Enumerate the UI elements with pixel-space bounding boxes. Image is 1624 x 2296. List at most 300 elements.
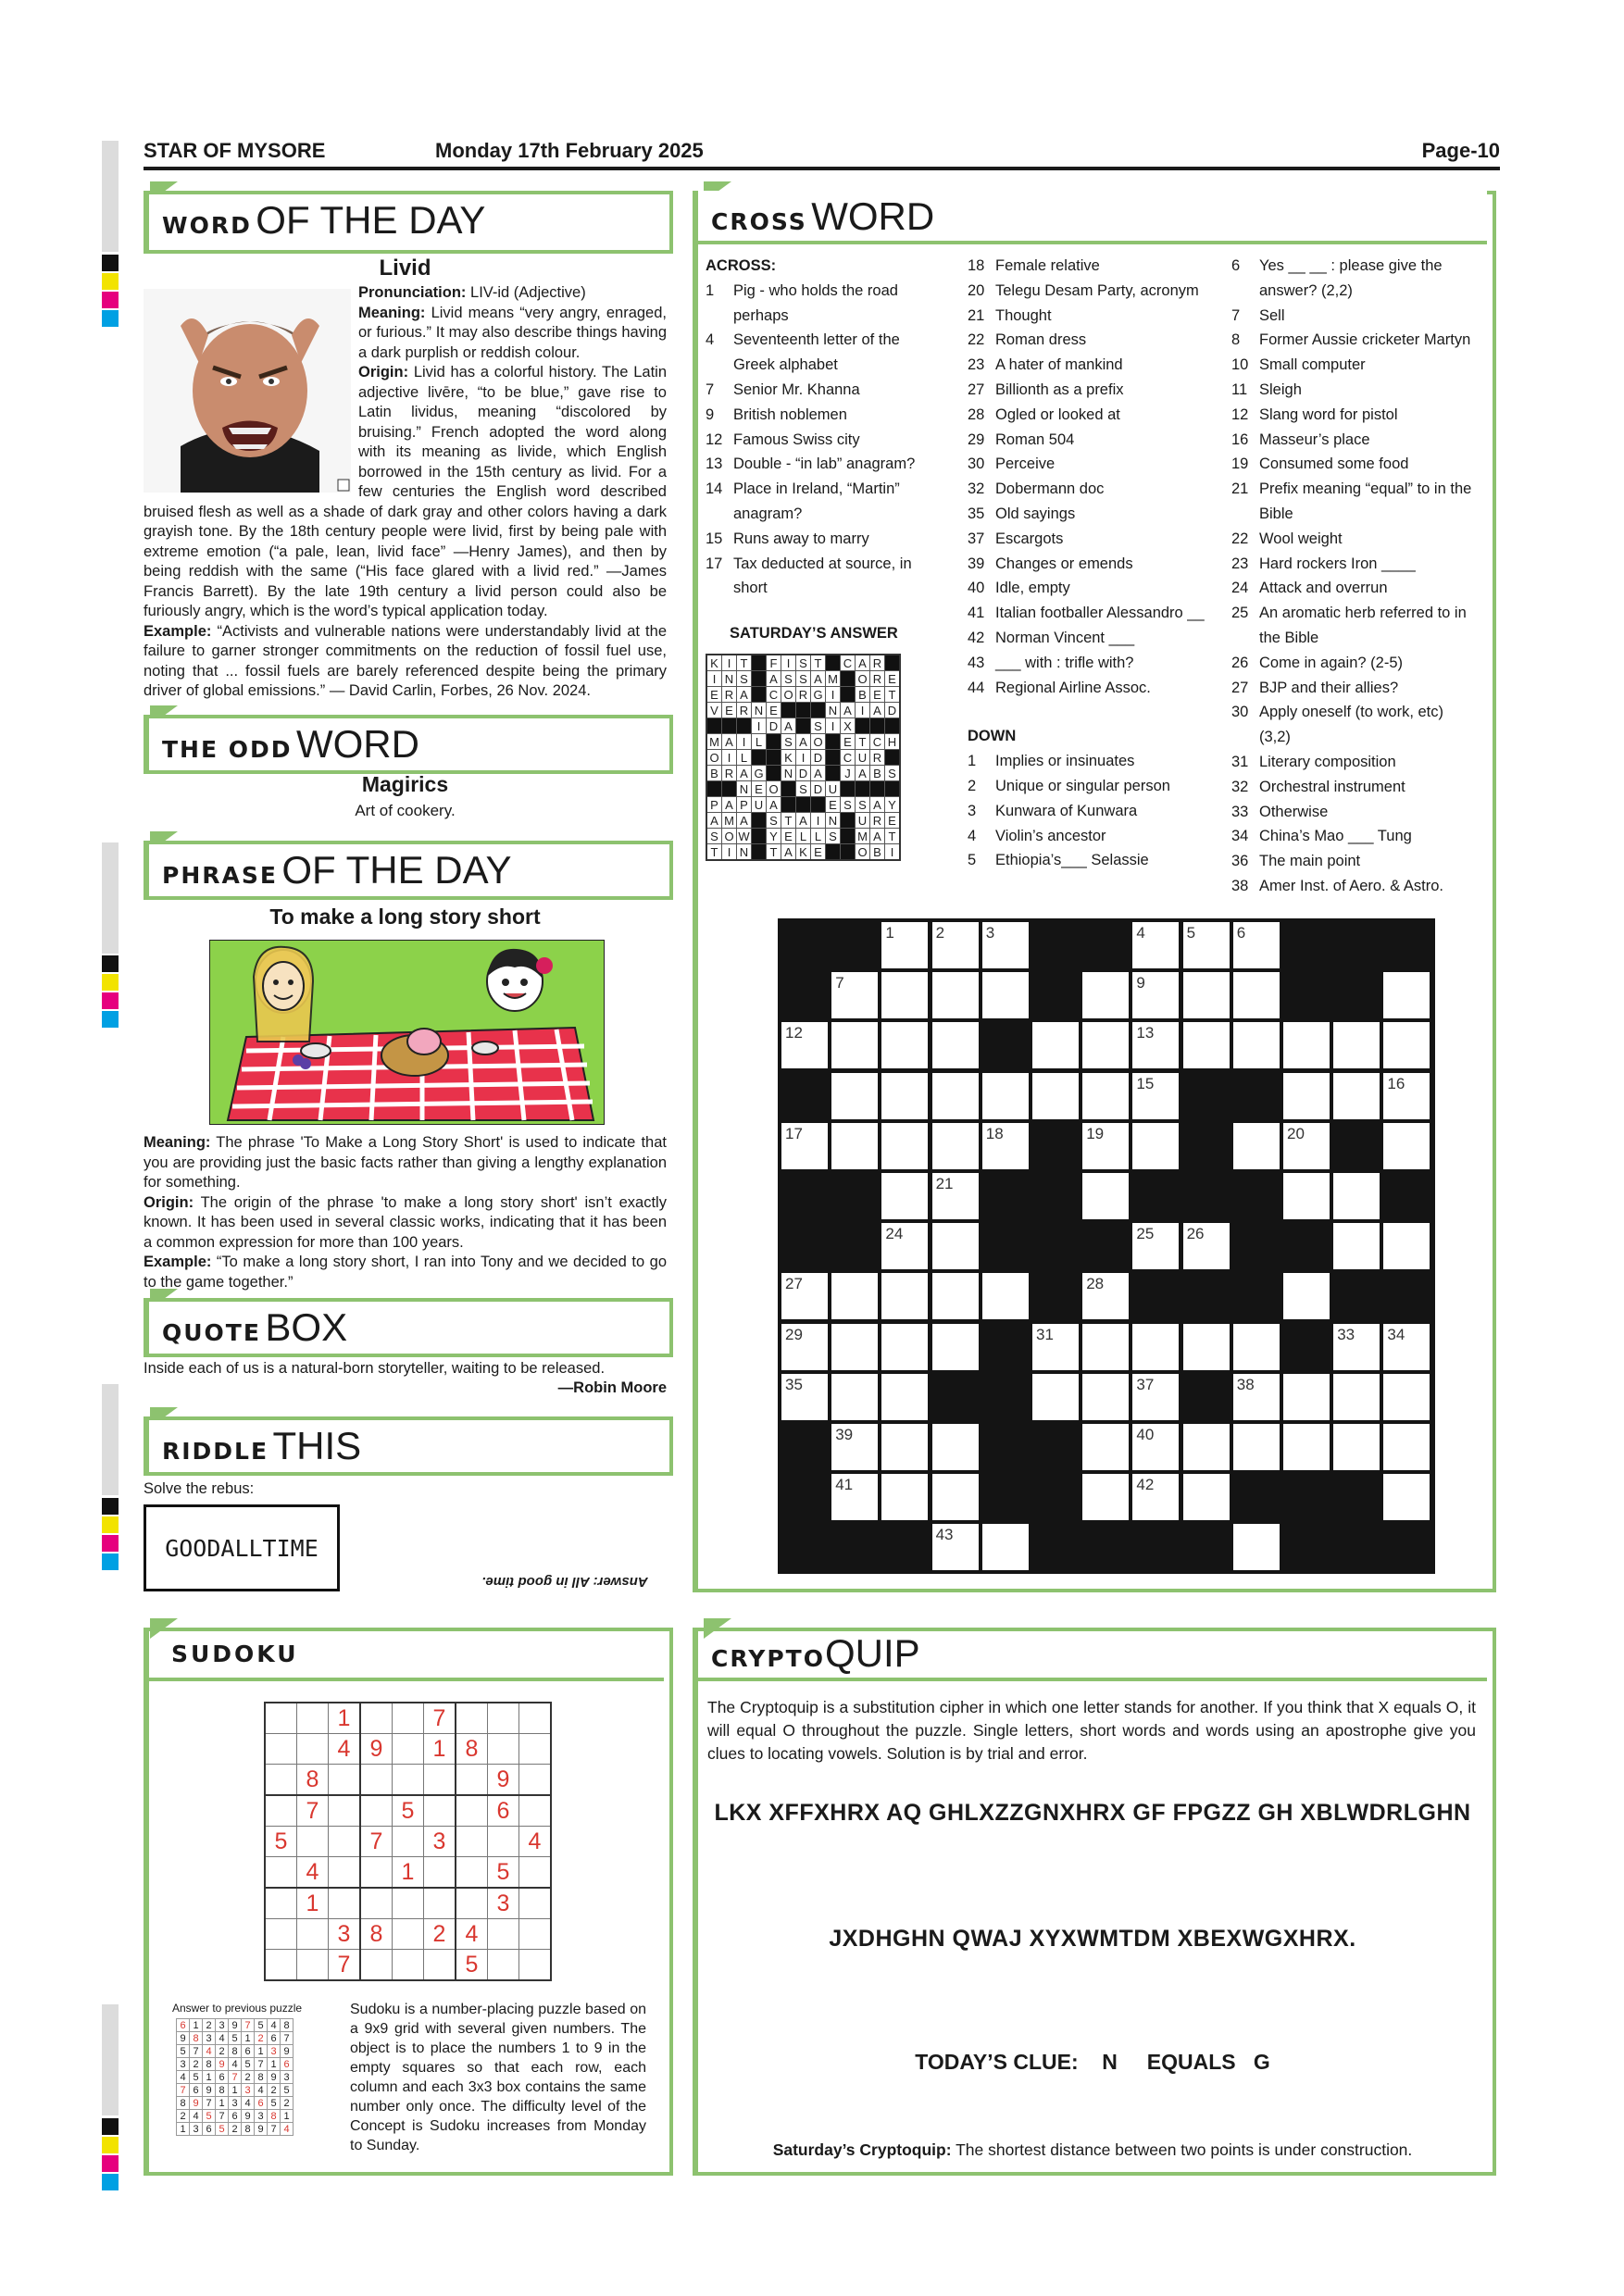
crossword-cell[interactable] bbox=[881, 972, 928, 1018]
crossword-cell[interactable] bbox=[1082, 1374, 1129, 1420]
crossword-cell[interactable] bbox=[1383, 972, 1430, 1018]
clue-text: Prefix meaning “equal” to in the Bible bbox=[1259, 480, 1472, 522]
sudoku-cell[interactable]: 3 bbox=[329, 1919, 361, 1950]
crossword-cell[interactable] bbox=[932, 1273, 979, 1319]
clue-item bbox=[968, 328, 1218, 353]
sudoku-cell[interactable] bbox=[424, 1857, 456, 1889]
sudoku-cell[interactable] bbox=[519, 1795, 552, 1827]
registration-black bbox=[102, 2118, 119, 2135]
crossword-grid[interactable] bbox=[778, 918, 1435, 1574]
crossword-cell[interactable] bbox=[932, 1524, 979, 1570]
sudoku-cell[interactable] bbox=[265, 1734, 297, 1765]
sudoku-cell[interactable] bbox=[360, 1703, 393, 1734]
answer-cell: A bbox=[781, 718, 796, 734]
crossword-cell-number: 43 bbox=[935, 1526, 954, 1544]
prev-sudoku-cell: 4 bbox=[177, 2071, 190, 2084]
answer-cell: T bbox=[781, 813, 796, 829]
crossword-cell[interactable] bbox=[1233, 1524, 1280, 1570]
sudoku-cell[interactable] bbox=[360, 1795, 393, 1827]
crossword-cell[interactable] bbox=[1283, 1424, 1330, 1470]
heading-small: PHRASE bbox=[162, 862, 278, 889]
sudoku-cell[interactable]: 7 bbox=[424, 1703, 456, 1734]
prev-sudoku-cell: 6 bbox=[242, 2045, 255, 2058]
crossword-cell[interactable] bbox=[1082, 1474, 1129, 1520]
sudoku-cell[interactable]: 1 bbox=[297, 1888, 329, 1919]
sudoku-cell[interactable] bbox=[329, 1795, 361, 1827]
crossword-cell[interactable] bbox=[881, 1073, 928, 1119]
clue-text: Amer Inst. of Aero. & Astro. bbox=[1259, 877, 1443, 894]
sudoku-cell[interactable] bbox=[519, 1857, 552, 1889]
clue-text: Ethiopia’s___ Selassie bbox=[995, 852, 1149, 869]
heading-small: CRYPTO bbox=[711, 1645, 825, 1672]
clue-number: 34 bbox=[1231, 828, 1249, 845]
crossword-cell[interactable] bbox=[1183, 1324, 1230, 1370]
crossword-cell[interactable] bbox=[1132, 1424, 1179, 1470]
crossword-cell[interactable] bbox=[1283, 1273, 1330, 1319]
sudoku-cell[interactable]: 9 bbox=[488, 1765, 519, 1796]
answer-cell: S bbox=[826, 829, 841, 844]
sudoku-cell[interactable]: 1 bbox=[393, 1857, 424, 1889]
sudoku-cell[interactable] bbox=[265, 1950, 297, 1981]
sudoku-cell[interactable]: 9 bbox=[360, 1734, 393, 1765]
sudoku-cell[interactable]: 4 bbox=[519, 1827, 552, 1857]
clue-number: 32 bbox=[968, 480, 985, 498]
crossword-cell[interactable] bbox=[781, 1374, 828, 1420]
sudoku-cell[interactable] bbox=[393, 1734, 424, 1765]
crossword-cell[interactable] bbox=[1333, 1073, 1380, 1119]
sudoku-cell[interactable] bbox=[265, 1857, 297, 1889]
crossword-cell[interactable] bbox=[1132, 1374, 1179, 1420]
crossword-cell[interactable] bbox=[1132, 1324, 1179, 1370]
clue-text: Idle, empty bbox=[995, 580, 1070, 597]
crossword-cell[interactable] bbox=[831, 1273, 878, 1319]
crossword-cell[interactable] bbox=[1283, 1374, 1330, 1420]
answer-cell: C bbox=[841, 655, 856, 671]
answer-cell: E bbox=[885, 671, 901, 687]
crossword-cell[interactable] bbox=[831, 1324, 878, 1370]
crossword-cell[interactable] bbox=[1183, 922, 1230, 968]
crossword-cell[interactable] bbox=[932, 1223, 979, 1269]
crossword-cell[interactable] bbox=[1283, 1022, 1330, 1068]
crossword-cell[interactable] bbox=[932, 1073, 979, 1119]
crossword-cell[interactable] bbox=[1383, 1022, 1430, 1068]
answer-cell: O bbox=[856, 671, 870, 687]
sudoku-cell[interactable]: 5 bbox=[265, 1827, 297, 1857]
prev-sudoku-cell: 3 bbox=[242, 2084, 255, 2097]
clue-item bbox=[1231, 527, 1472, 552]
clue-number: 1 bbox=[968, 753, 977, 770]
crossword-cell[interactable] bbox=[1132, 922, 1179, 968]
sudoku-cell[interactable]: 1 bbox=[424, 1734, 456, 1765]
crossword-cell[interactable] bbox=[982, 922, 1029, 968]
crossword-cell[interactable] bbox=[932, 1022, 979, 1068]
odd-word: Magirics bbox=[361, 772, 449, 796]
answer-cell: I bbox=[856, 703, 870, 718]
sudoku-cell[interactable] bbox=[456, 1827, 488, 1857]
answer-cell: N bbox=[826, 813, 841, 829]
clue-item bbox=[706, 428, 928, 453]
sudoku-cell[interactable] bbox=[519, 1734, 552, 1765]
sudoku-cell[interactable] bbox=[297, 1734, 329, 1765]
sudoku-cell[interactable] bbox=[297, 1950, 329, 1981]
prev-sudoku-cell: 4 bbox=[203, 2045, 216, 2058]
sudoku-cell[interactable] bbox=[424, 1888, 456, 1919]
crossword-cell[interactable] bbox=[1283, 1123, 1330, 1169]
crossword-cell[interactable] bbox=[932, 1123, 979, 1169]
sudoku-cell[interactable]: 8 bbox=[456, 1734, 488, 1765]
crossword-cell[interactable] bbox=[881, 1374, 928, 1420]
crossword-cell[interactable] bbox=[932, 1424, 979, 1470]
crossword-cell[interactable] bbox=[1233, 1123, 1280, 1169]
sudoku-cell[interactable]: 5 bbox=[456, 1950, 488, 1981]
crossword-cell[interactable] bbox=[1183, 1424, 1230, 1470]
sudoku-cell[interactable] bbox=[329, 1765, 361, 1796]
prev-sudoku-cell: 4 bbox=[255, 2084, 268, 2097]
answer-cell bbox=[767, 750, 781, 766]
across-clues-col1 bbox=[706, 254, 928, 601]
crossword-cell[interactable] bbox=[1032, 1073, 1079, 1119]
answer-cell: M bbox=[856, 829, 870, 844]
sudoku-cell[interactable] bbox=[424, 1950, 456, 1981]
sudoku-cell[interactable] bbox=[519, 1888, 552, 1919]
clue-text: Italian footballer Alessandro __ bbox=[995, 605, 1205, 622]
crossword-cell[interactable] bbox=[881, 1022, 928, 1068]
sudoku-cell[interactable] bbox=[297, 1703, 329, 1734]
crossword-cell[interactable] bbox=[1383, 1324, 1430, 1370]
answer-cell: I bbox=[706, 671, 722, 687]
answer-cell: G bbox=[811, 687, 826, 703]
sudoku-cell[interactable] bbox=[393, 1765, 424, 1796]
crossword-cell[interactable] bbox=[1333, 1324, 1380, 1370]
sudoku-cell[interactable] bbox=[297, 1827, 329, 1857]
prev-sudoku-cell: 8 bbox=[190, 2032, 203, 2045]
sudoku-cell[interactable]: 7 bbox=[360, 1827, 393, 1857]
sudoku-cell[interactable] bbox=[360, 1765, 393, 1796]
crossword-cell[interactable] bbox=[932, 922, 979, 968]
answer-cell: B bbox=[856, 687, 870, 703]
crossword-cell-number: 18 bbox=[985, 1124, 1004, 1142]
heading-large: BOX bbox=[265, 1305, 348, 1349]
answer-cell: S bbox=[767, 813, 781, 829]
clue-item bbox=[1231, 800, 1472, 825]
sudoku-cell[interactable]: 5 bbox=[488, 1857, 519, 1889]
crossword-cell[interactable] bbox=[1333, 1022, 1380, 1068]
sudoku-cell[interactable]: 4 bbox=[329, 1734, 361, 1765]
crossword-cell[interactable] bbox=[1383, 1123, 1430, 1169]
crossword-cell[interactable] bbox=[881, 1223, 928, 1269]
crossword-cell[interactable] bbox=[1132, 1474, 1179, 1520]
answer-cell: R bbox=[722, 766, 737, 781]
crossword-cell[interactable] bbox=[881, 1173, 928, 1219]
answer-cell: D bbox=[885, 703, 901, 718]
crossword-cell[interactable] bbox=[1233, 1424, 1280, 1470]
clue-text: Apply oneself (to work, etc) (3,2) bbox=[1259, 704, 1443, 746]
sudoku-cell[interactable] bbox=[456, 1703, 488, 1734]
crossword-cell[interactable] bbox=[1233, 1022, 1280, 1068]
sudoku-cell[interactable]: 1 bbox=[329, 1703, 361, 1734]
answer-cell: E bbox=[781, 829, 796, 844]
crossword-cell[interactable] bbox=[1082, 1424, 1129, 1470]
clue-text: Regional Airline Assoc. bbox=[995, 679, 1151, 696]
clue-item bbox=[1231, 849, 1472, 874]
crossword-cell[interactable] bbox=[982, 1073, 1029, 1119]
sudoku-cell[interactable] bbox=[519, 1950, 552, 1981]
clue-letter-n: N bbox=[1102, 2050, 1118, 2074]
clue-number: 12 bbox=[706, 430, 723, 448]
crossword-cell[interactable] bbox=[1032, 1324, 1079, 1370]
crossword-cell[interactable] bbox=[1032, 1374, 1079, 1420]
crossword-cell[interactable] bbox=[1082, 1273, 1129, 1319]
crossword-cell[interactable] bbox=[831, 1474, 878, 1520]
answer-cell: E bbox=[767, 703, 781, 718]
crossword-cell[interactable] bbox=[1082, 1022, 1129, 1068]
clue-text: Female relative bbox=[995, 257, 1100, 274]
clue-item bbox=[1231, 328, 1472, 353]
crossword-cell[interactable] bbox=[781, 1273, 828, 1319]
crossword-cell[interactable] bbox=[932, 1474, 979, 1520]
crossword-cell[interactable] bbox=[1082, 1073, 1129, 1119]
clue-text: Kunwara of Kunwara bbox=[995, 802, 1138, 819]
sudoku-cell[interactable]: 7 bbox=[297, 1795, 329, 1827]
crossword-cell[interactable] bbox=[932, 1173, 979, 1219]
answer-cell: O bbox=[722, 829, 737, 844]
sudoku-cell[interactable] bbox=[360, 1950, 393, 1981]
crossword-cell-number: 28 bbox=[1086, 1275, 1105, 1293]
crossword-cell[interactable] bbox=[881, 1474, 928, 1520]
crossword-cell[interactable] bbox=[1383, 1223, 1430, 1269]
sudoku-cell[interactable] bbox=[393, 1703, 424, 1734]
crossword-cell[interactable] bbox=[1082, 1324, 1129, 1370]
prev-sudoku-cell: 6 bbox=[268, 2032, 281, 2045]
sudoku-cell[interactable] bbox=[456, 1795, 488, 1827]
prev-sudoku-cell: 8 bbox=[268, 2110, 281, 2123]
crossword-cell[interactable] bbox=[1132, 972, 1179, 1018]
crossword-cell[interactable] bbox=[781, 1022, 828, 1068]
answer-cell: E bbox=[870, 687, 885, 703]
answer-cell: C bbox=[841, 750, 856, 766]
answer-cell: D bbox=[796, 766, 811, 781]
registration-bar bbox=[102, 1384, 119, 1495]
sudoku-cell[interactable]: 8 bbox=[297, 1765, 329, 1796]
crossword-cell[interactable] bbox=[1383, 1474, 1430, 1520]
sudoku-cell[interactable]: 4 bbox=[297, 1857, 329, 1889]
word-of-day-body bbox=[144, 283, 667, 702]
clue-number: 9 bbox=[706, 406, 715, 423]
answer-cell: R bbox=[796, 687, 811, 703]
prev-sudoku-cell: 1 bbox=[242, 2032, 255, 2045]
sudoku-cell[interactable]: 4 bbox=[456, 1919, 488, 1950]
sudoku-cell[interactable] bbox=[519, 1703, 552, 1734]
sudoku-cell[interactable]: 3 bbox=[424, 1827, 456, 1857]
crossword-cell[interactable] bbox=[1233, 1374, 1280, 1420]
clue-number: 27 bbox=[968, 381, 985, 398]
prev-sudoku-cell: 8 bbox=[177, 2097, 190, 2110]
answer-cell: S bbox=[781, 671, 796, 687]
sudoku-cell[interactable]: 6 bbox=[488, 1795, 519, 1827]
crossword-cell[interactable] bbox=[1283, 1173, 1330, 1219]
sudoku-cell[interactable] bbox=[329, 1888, 361, 1919]
answer-cell: N bbox=[781, 766, 796, 781]
sudoku-cell[interactable] bbox=[329, 1857, 361, 1889]
answer-cell: I bbox=[752, 718, 767, 734]
clue-text: Sleigh bbox=[1259, 381, 1302, 398]
crossword-cell[interactable] bbox=[1233, 972, 1280, 1018]
crossword-cell[interactable] bbox=[982, 972, 1029, 1018]
sudoku-cell[interactable]: 7 bbox=[329, 1950, 361, 1981]
sudoku-cell[interactable]: 8 bbox=[360, 1919, 393, 1950]
crossword-cell[interactable] bbox=[1082, 1123, 1129, 1169]
crossword-cell[interactable] bbox=[1132, 1073, 1179, 1119]
sudoku-cell[interactable] bbox=[265, 1765, 297, 1796]
crossword-cell[interactable] bbox=[1183, 1022, 1230, 1068]
sudoku-cell[interactable] bbox=[456, 1888, 488, 1919]
crossword-cell[interactable] bbox=[982, 1123, 1029, 1169]
sudoku-cell[interactable] bbox=[265, 1703, 297, 1734]
sudoku-cell[interactable] bbox=[393, 1919, 424, 1950]
sudoku-cell[interactable] bbox=[360, 1857, 393, 1889]
crossword-cell[interactable] bbox=[831, 1073, 878, 1119]
crossword-cell[interactable] bbox=[1233, 1324, 1280, 1370]
crossword-cell[interactable] bbox=[1283, 1073, 1330, 1119]
heading-small: SUDOKU bbox=[171, 1641, 299, 1667]
crossword-cell[interactable] bbox=[831, 1123, 878, 1169]
crossword-cell[interactable] bbox=[1132, 1123, 1179, 1169]
sudoku-cell[interactable] bbox=[456, 1765, 488, 1796]
sudoku-cell[interactable] bbox=[360, 1888, 393, 1919]
clue-number: 31 bbox=[1231, 753, 1249, 770]
sudoku-cell[interactable] bbox=[519, 1919, 552, 1950]
sudoku-cell[interactable] bbox=[265, 1888, 297, 1919]
sudoku-cell[interactable] bbox=[265, 1795, 297, 1827]
answer-cell: A bbox=[856, 766, 870, 781]
crossword-cell[interactable] bbox=[1333, 1223, 1380, 1269]
sudoku-cell[interactable] bbox=[488, 1734, 519, 1765]
prev-sudoku-cell: 2 bbox=[255, 2032, 268, 2045]
crossword-cell[interactable] bbox=[881, 922, 928, 968]
crossword-cell[interactable] bbox=[1132, 1223, 1179, 1269]
crossword-cell[interactable] bbox=[1383, 1073, 1430, 1119]
clue-number: 36 bbox=[1231, 853, 1249, 870]
example: “To make a long story short, I ran into Tony and we decided to go to the game together.” bbox=[144, 1254, 667, 1291]
crossword-cell[interactable] bbox=[1082, 1173, 1129, 1219]
crossword-cell[interactable] bbox=[781, 1123, 828, 1169]
crossword-cell[interactable] bbox=[1183, 1474, 1230, 1520]
crossword-cell[interactable] bbox=[982, 1524, 1029, 1570]
sudoku-cell[interactable] bbox=[329, 1827, 361, 1857]
crossword-cell[interactable] bbox=[831, 1374, 878, 1420]
crossword-cell[interactable] bbox=[881, 1424, 928, 1470]
sudoku-cell[interactable]: 3 bbox=[488, 1888, 519, 1919]
heading-large: OF THE DAY bbox=[281, 848, 512, 892]
crossword-cell[interactable] bbox=[1183, 972, 1230, 1018]
answer-cell: S bbox=[781, 734, 796, 750]
sudoku-cell[interactable] bbox=[424, 1765, 456, 1796]
clue-letter-g: G bbox=[1253, 2050, 1270, 2074]
saturday-answer-label: SATURDAY’S ANSWER bbox=[730, 625, 898, 642]
sudoku-cell[interactable] bbox=[519, 1765, 552, 1796]
crossword-heading bbox=[698, 191, 1487, 244]
crossword-cell[interactable] bbox=[932, 972, 979, 1018]
prev-sudoku-cell: 2 bbox=[190, 2058, 203, 2071]
crossword-cell[interactable] bbox=[1132, 1022, 1179, 1068]
clue-number: 4 bbox=[968, 827, 977, 844]
clue-number: 22 bbox=[1231, 530, 1249, 547]
crossword-cell[interactable] bbox=[831, 972, 878, 1018]
page-number: Page-10 bbox=[1421, 139, 1500, 162]
meaning-label: Meaning: bbox=[144, 1134, 211, 1151]
clue-number: 6 bbox=[1231, 257, 1241, 274]
answer-cell: F bbox=[767, 655, 781, 671]
crossword-cell[interactable] bbox=[881, 1273, 928, 1319]
clue-text: Telegu Desam Party, acronym bbox=[995, 281, 1199, 299]
crossword-cell[interactable] bbox=[1383, 1424, 1430, 1470]
clue-number: 28 bbox=[968, 406, 985, 423]
prev-sudoku-cell: 6 bbox=[229, 2110, 242, 2123]
clue-equals: EQUALS bbox=[1146, 2050, 1236, 2074]
answer-cell bbox=[796, 703, 811, 718]
sudoku-cell[interactable] bbox=[488, 1827, 519, 1857]
crossword-cell-number: 16 bbox=[1387, 1074, 1405, 1092]
answer-cell: E bbox=[752, 781, 767, 797]
registration-magenta bbox=[102, 292, 119, 308]
crossword-cell[interactable] bbox=[1032, 1022, 1079, 1068]
sudoku-cell[interactable] bbox=[393, 1827, 424, 1857]
sudoku-cell[interactable]: 5 bbox=[393, 1795, 424, 1827]
clue-text: Seventeenth letter of the Greek alphabet bbox=[733, 331, 900, 374]
answer-cell: A bbox=[722, 797, 737, 813]
prev-sudoku-cell: 1 bbox=[255, 2045, 268, 2058]
crossword-cell[interactable] bbox=[1333, 1374, 1380, 1420]
sudoku-cell[interactable]: 2 bbox=[424, 1919, 456, 1950]
crossword-cell[interactable] bbox=[831, 1424, 878, 1470]
crossword-cell[interactable] bbox=[831, 1022, 878, 1068]
crossword-cell[interactable] bbox=[932, 1324, 979, 1370]
answer-cell: B bbox=[870, 766, 885, 781]
sudoku-cell[interactable] bbox=[265, 1919, 297, 1950]
answer-cell: I bbox=[722, 655, 737, 671]
crossword-cell[interactable] bbox=[1082, 972, 1129, 1018]
answer-cell: A bbox=[767, 797, 781, 813]
crossword-cell[interactable] bbox=[1333, 1173, 1380, 1219]
answer-cell: R bbox=[870, 750, 885, 766]
saturday-cryptoquip-label: Saturday’s Cryptoquip: bbox=[772, 2140, 952, 2159]
prev-sudoku-cell: 5 bbox=[281, 2084, 294, 2097]
answer-cell bbox=[856, 718, 870, 734]
sudoku-cell[interactable] bbox=[488, 1919, 519, 1950]
crossword-cell[interactable] bbox=[1383, 1374, 1430, 1420]
crossword-cell[interactable] bbox=[1183, 1223, 1230, 1269]
crossword-cell[interactable] bbox=[781, 1324, 828, 1370]
answer-cell bbox=[752, 655, 767, 671]
crossword-cell[interactable] bbox=[982, 1273, 1029, 1319]
answer-cell bbox=[781, 781, 796, 797]
sudoku-cell[interactable] bbox=[456, 1857, 488, 1889]
sudoku-cell[interactable] bbox=[393, 1888, 424, 1919]
sudoku-cell[interactable] bbox=[424, 1795, 456, 1827]
sudoku-cell[interactable] bbox=[488, 1703, 519, 1734]
sudoku-cell[interactable] bbox=[488, 1950, 519, 1981]
crossword-cell[interactable] bbox=[1333, 1424, 1380, 1470]
sudoku-cell[interactable] bbox=[393, 1950, 424, 1981]
sudoku-grid[interactable] bbox=[264, 1702, 552, 1981]
answer-cell bbox=[737, 718, 752, 734]
crossword-cell[interactable] bbox=[881, 1123, 928, 1169]
heading-large: WORD bbox=[811, 194, 935, 238]
clue-text: Sell bbox=[1259, 306, 1285, 324]
crossword-cell[interactable] bbox=[881, 1324, 928, 1370]
sudoku-cell[interactable] bbox=[297, 1919, 329, 1950]
crossword-cell[interactable] bbox=[1233, 922, 1280, 968]
